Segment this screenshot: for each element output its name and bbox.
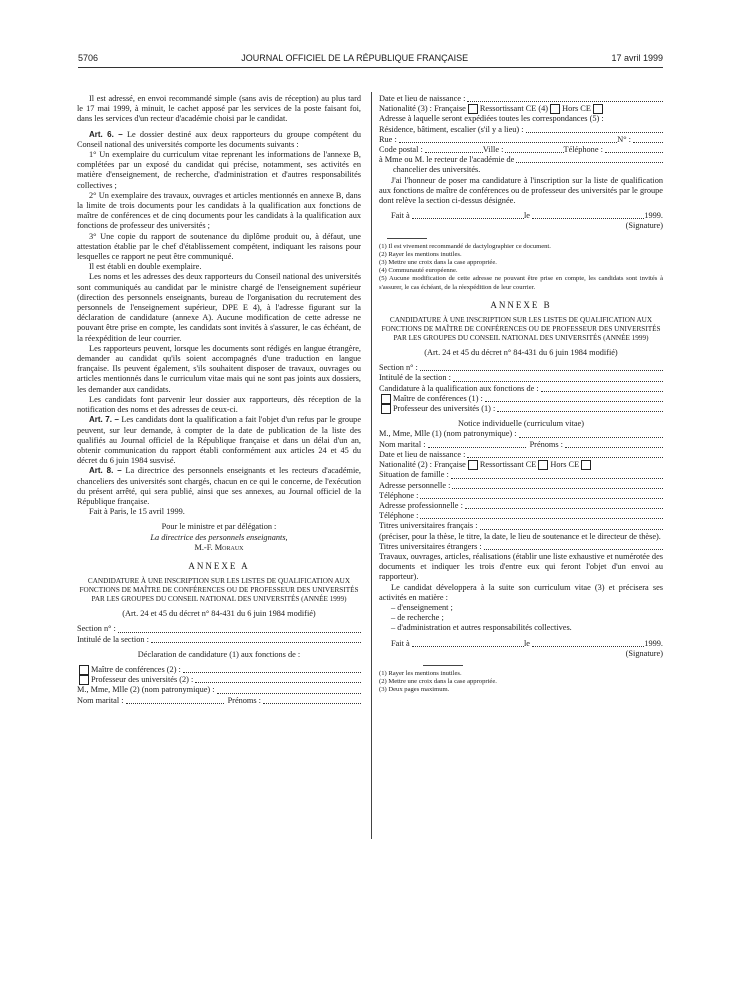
mc-option[interactable]: Maître de conférences (2) :: [77, 665, 361, 675]
checkbox[interactable]: [550, 104, 560, 114]
page-header: [78, 53, 663, 68]
article-8: Art. 8. – La directrice des personnels enseignants et les recteurs d'académie, chanceliers des universités sont chargés, chacun en ce qui le concerne, de l'exécution du présent arrêté, qui sera publié, ainsi que ses annexes, au Journal officiel de la République française.: [77, 466, 362, 506]
footnote: (1) Il est vivement recommandé de dactylographier ce document.: [379, 242, 551, 250]
signature-label: (Signature): [625, 221, 663, 231]
journal-title: JOURNAL OFFICIEL DE LA RÉPUBLIQUE FRANÇAISE: [241, 53, 469, 63]
postal-field[interactable]: Code postal : Ville : Téléphone :: [379, 145, 663, 155]
footnote: (1) Rayer les mentions inutiles.: [379, 669, 462, 677]
list-item: 2° Un exemplaire des travaux, ouvrages et articles mentionnés en annexe B, dans la limite de trois documents pour les candidats à la qualification aux fonctions de maître de conférences et de cinq documents pour les candidats à la qualification aux fonctions de professeur des universités ;: [77, 190, 361, 231]
list-item: 1° Un exemplaire du curriculum vitae reprenant les informations de l'annexe B, complétées par un exposé du candidat qui précise, notamment, ses activités en matière d'enseignement, de recherche, d'administration et d'autres responsabilités collectives ;: [77, 150, 361, 190]
checkbox[interactable]: [381, 394, 391, 404]
form-field[interactable]: Titres universitaires français :: [379, 521, 663, 531]
article-6: Art. 6. – Le dossier destiné aux deux rapporteurs du groupe compétent du Conseil national des universités comporte les documents suivants :: [77, 129, 361, 149]
chancelier: chancelier des universités.: [393, 165, 481, 175]
footnote: (2) Mettre une croix dans la case appropriée.: [379, 678, 497, 686]
mc-option[interactable]: Maître de conférences (1) :: [379, 394, 663, 404]
signature-place-date[interactable]: Fait à le 1999.: [391, 211, 663, 221]
intitule-field[interactable]: Intitulé de la section :: [379, 373, 663, 383]
section-field[interactable]: Section n° :: [379, 363, 663, 373]
list-item: – d'administration et autres responsabilités collectives.: [391, 623, 572, 633]
marital-name-field[interactable]: Nom marital : Prénoms :: [77, 696, 361, 706]
form-field[interactable]: Téléphone :: [379, 491, 663, 501]
paragraph: Les candidats font parvenir leur dossier aux rapporteurs, dès réception de la notification des noms et des adresses de ceux-ci.: [77, 394, 361, 415]
candidature-field[interactable]: Candidature à la qualification aux fonctions de :: [379, 384, 663, 394]
annexe-a-heading: ANNEXE A: [188, 560, 250, 571]
article-label: Art. 7. –: [89, 415, 119, 425]
list-item: – de recherche ;: [391, 613, 444, 623]
signature-place-date[interactable]: Fait à le 1999.: [391, 638, 663, 648]
marital-name-field[interactable]: Nom marital : Prénoms :: [379, 440, 663, 450]
honneur-paragraph: J'ai l'honneur de poser ma candidature à l'inscription sur la liste de qualification aux fonctions de maître de conférences ou de professeur des universités par le groupe dont relève la section ci-dessus désignée.: [379, 175, 663, 206]
checkbox[interactable]: [79, 675, 89, 685]
director-title: La directrice des personnels enseignants,: [150, 532, 288, 542]
paragraph: Il est adressé, en envoi recommandé simple (sans avis de réception) au plus tard le 17 mai 1999, à minuit, le cachet apposé par les services de la poste faisant foi, dans les services d'un recteur d'académie choisi par le candidat.: [77, 94, 361, 124]
place-date: Fait à Paris, le 15 avril 1999.: [89, 507, 185, 517]
section-field[interactable]: Section n° :: [77, 624, 361, 634]
form-field[interactable]: Situation de famille :: [379, 470, 663, 480]
right-column: [379, 94, 663, 695]
name-field[interactable]: M., Mme, Mlle (2) (nom patronymique) :: [77, 685, 361, 695]
footnote: (3) Deux pages maximum.: [379, 686, 450, 694]
footnote: (3) Mettre une croix dans la case appropriée.: [379, 259, 497, 267]
pu-option[interactable]: Professeur des universités (2) :: [77, 675, 361, 685]
thesis-note: (préciser, pour la thèse, le titre, la date, le lieu de soutenance et le directeur de thèse).: [379, 531, 661, 541]
foreign-titles-field[interactable]: Titres universitaires étrangers :: [379, 542, 663, 552]
left-column: [77, 94, 361, 706]
checkbox[interactable]: [581, 460, 591, 470]
recteur-field[interactable]: à Mme ou M. le recteur de l'académie de: [379, 155, 663, 165]
list-item: – d'enseignement ;: [391, 602, 453, 612]
column-divider: [371, 92, 372, 839]
signatory: M.-F. Moraux: [194, 542, 244, 552]
checkbox[interactable]: [381, 404, 391, 414]
address-label: Adresse à laquelle seront expédiées toutes les correspondances (5) :: [379, 114, 604, 124]
article-label: Art. 8. –: [89, 466, 122, 476]
footnote-rule: [387, 238, 427, 239]
delegation: Pour le ministre et par délégation :: [161, 522, 277, 532]
list-item: 3° Une copie du rapport de soutenance du diplôme produit ou, à défaut, une attestation établie par le chef d'établissement compétent, indiquant les raisons pour lesquelles ce rapport ne peut être communiqué.: [77, 231, 361, 262]
annexe-b-heading: ANNEXE B: [490, 299, 552, 310]
nationality-field[interactable]: Nationalité (3) : Française Ressortissant CE (4) Hors CE: [379, 104, 663, 114]
decree-reference: (Art. 24 et 45 du décret n° 84-431 du 6 juin 1984 modifié): [424, 348, 618, 358]
works-paragraph: Travaux, ouvrages, articles, réalisations (établir une liste exhaustive et numérotée des documents et indiquer les trois d'entre eux qui feront l'objet d'un envoi au rapporteur).: [379, 551, 663, 582]
form-field[interactable]: Téléphone :: [379, 511, 663, 521]
page-number: 5706: [78, 53, 99, 63]
checkbox[interactable]: [593, 104, 603, 114]
name-field[interactable]: M., Mme, Mlle (1) (nom patronymique) :: [379, 429, 663, 439]
article-label: Art. 6. –: [89, 129, 123, 139]
birth-field[interactable]: Date et lieu de naissance :: [379, 94, 663, 104]
annexe-b-title: CANDIDATURE À UNE INSCRIPTION SUR LES LISTES DE QUALIFICATION AUX FONCTIONS DE MAÎTRE DE CONFÉRENCES OU DE PROFESSEUR DES UNIVERSITÉS PAR LES GROUPES DU CONSEIL NATIONAL DES UNIVERSITÉS (ANNÉE 1999): [381, 316, 661, 343]
footnote: (4) Communauté européenne.: [379, 267, 458, 275]
intitule-field[interactable]: Intitulé de la section :: [77, 635, 361, 645]
checkbox[interactable]: [538, 460, 548, 470]
pu-option[interactable]: Professeur des universités (1) :: [379, 404, 663, 414]
develop-paragraph: Le candidat développera à la suite son curriculum vitae (3) et précisera ses activités en matière :: [379, 582, 663, 602]
paragraph: Les noms et les adresses des deux rapporteurs du Conseil national des universités sont communiqués au candidat par le ministre chargé de l'enseignement supérieur (direction des personnels enseignants, bureau de l'organisation du recrutement des personnels de l'enseignement supérieur, DPE E 4), à l'adresse figurant sur la déclaration de candidature (annexe A). Aucune modification de cette adresse ne pouvant être prise en compte, les candidats sont invités à s'assurer, le cas échéant, de la réexpédition de leur courrier.: [77, 272, 361, 343]
birth-field[interactable]: Date et lieu de naissance :: [379, 450, 663, 460]
nationality-field[interactable]: Nationalité (2) : Française Ressortissant CE Hors CE: [379, 460, 663, 470]
notice-title: Notice individuelle (curriculum vitae): [457, 419, 585, 429]
form-field[interactable]: Adresse professionnelle :: [379, 501, 663, 511]
checkbox[interactable]: [79, 665, 89, 675]
paragraph: Il est établi en double exemplaire.: [89, 262, 202, 272]
paragraph: Les rapporteurs peuvent, lorsque les documents sont rédigés en langue étrangère, demander au candidat qu'ils soient accompagnés d'une traduction en langue française. Ils peuvent également, s'ils souhaitent disposer de travaux, ouvrages ou articles mentionnés dans le curriculum vitae mais qui ne sont pas joints aux dossiers, les demander aux candidats.: [77, 343, 361, 394]
issue-date: 17 avril 1999: [611, 53, 663, 63]
footnote: (2) Rayer les mentions inutiles.: [379, 250, 462, 258]
checkbox[interactable]: [468, 104, 478, 114]
residence-field[interactable]: Résidence, bâtiment, escalier (s'il y a lieu) :: [379, 125, 663, 135]
annexe-a-title: CANDIDATURE À UNE INSCRIPTION SUR LES LISTES DE QUALIFICATION AUX FONCTIONS DE MAÎTRE DE CONFÉRENCES OU DE PROFESSEUR DES UNIVERSITÉS PAR LES GROUPES DU CONSEIL NATIONAL DES UNIVERSITÉS (ANNÉE 1999): [79, 577, 359, 604]
article-7: Art. 7. – Les candidats dont la qualification a fait l'objet d'un refus par le groupe peuvent, sur leur demande, à compter de la date de publication de la liste des qualifiés au Journal officiel de la République française et dans un délai d'un an, obtenir communication du rapport établi conformément aux articles 24 et 45 du décret du 6 juin 1984 susvisé.: [77, 415, 361, 466]
form-field[interactable]: Adresse personnelle :: [379, 481, 663, 491]
footnote-rule: [423, 665, 463, 666]
declaration-label: Déclaration de candidature (1) aux fonctions de :: [137, 649, 301, 659]
signature-label: (Signature): [625, 648, 663, 658]
checkbox[interactable]: [468, 460, 478, 470]
decree-reference: (Art. 24 et 45 du décret n° 84-431 du 6 juin 1984 modifié): [122, 609, 316, 619]
footnote: (5) Aucune modification de cette adresse ne pouvant être prise en compte, les candidats sont invités à s'assurer, le cas échéant, de la réexpédition de leur courrier.: [379, 275, 663, 291]
street-field[interactable]: Rue : N° :: [379, 135, 663, 145]
